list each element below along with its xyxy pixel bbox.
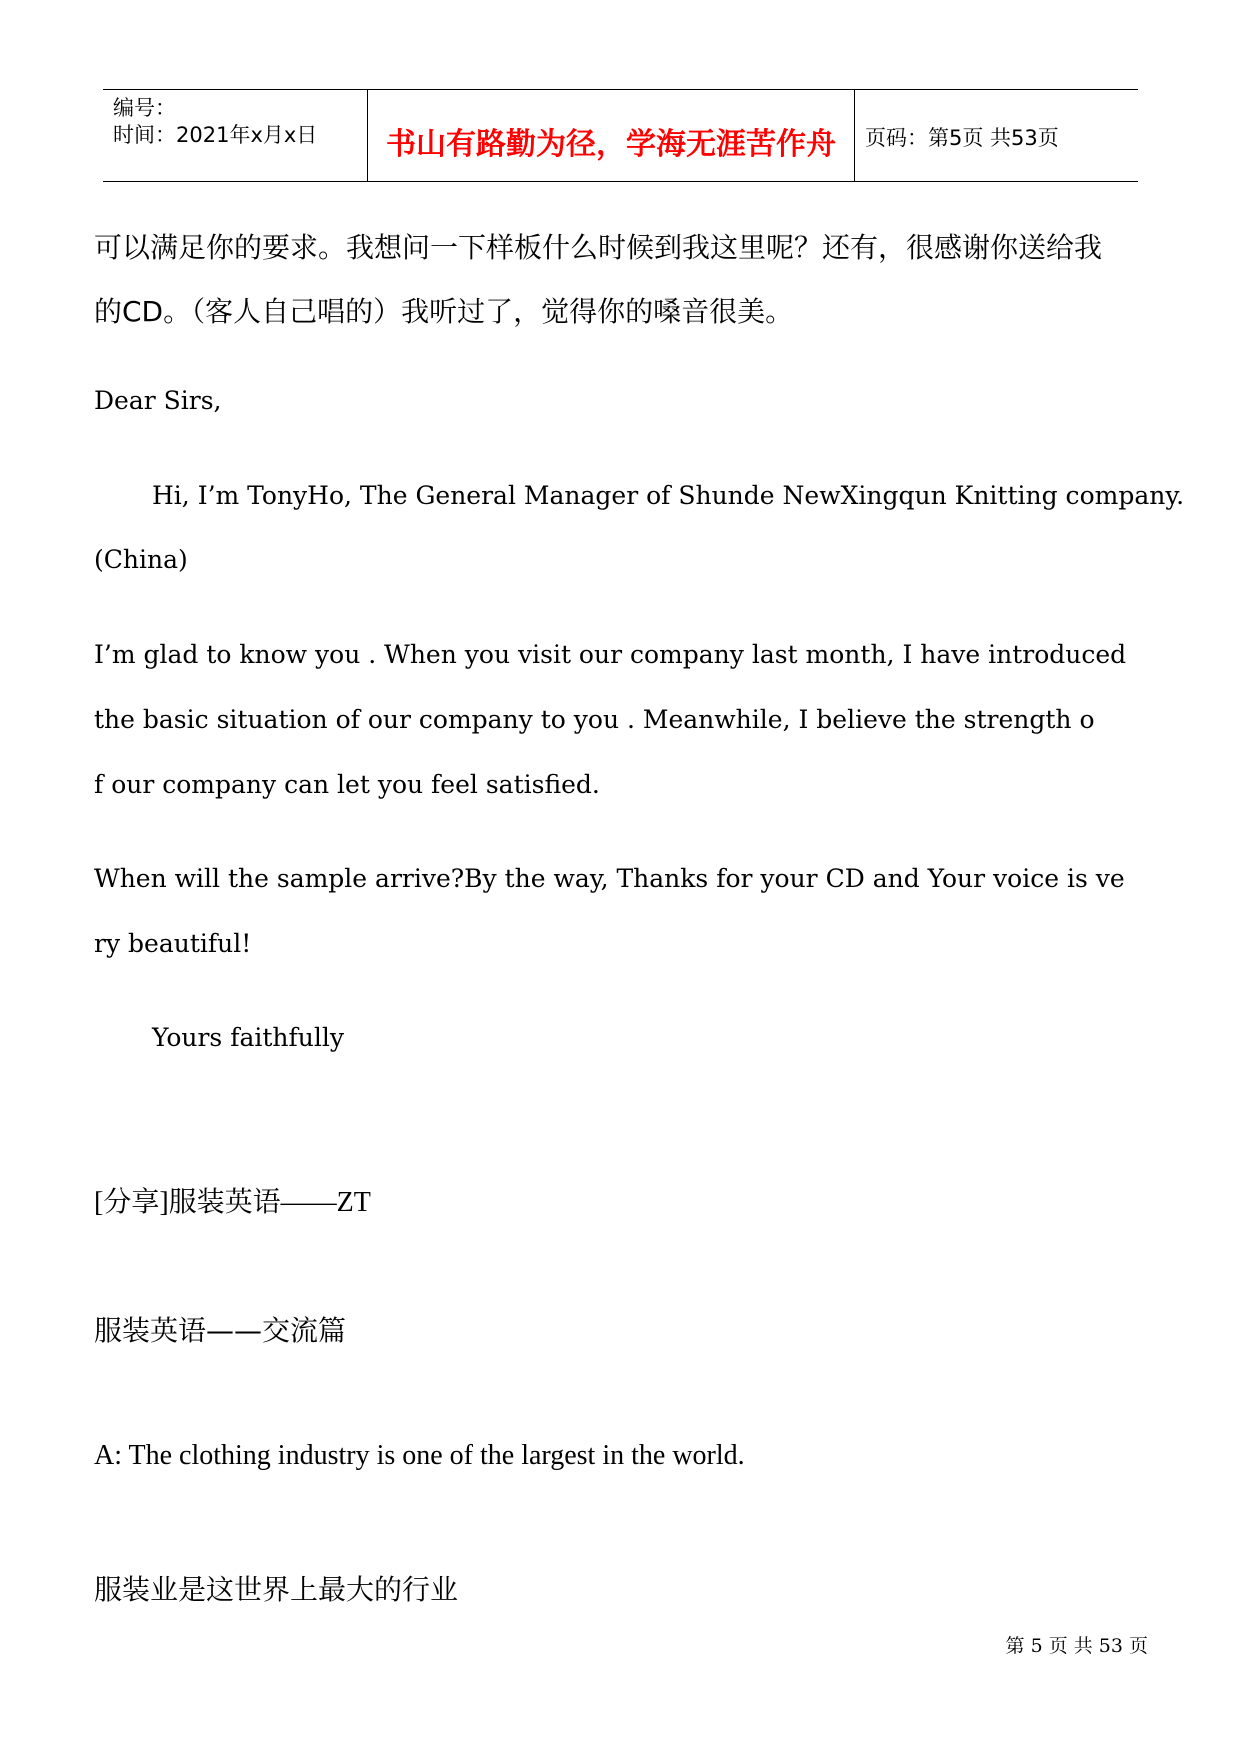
letter-salutation: Dear Sirs,	[94, 386, 222, 415]
letter-intro-line-1: Hi, I’m TonyHo, The General Manager of Shunde NewXingqun Knitting company.	[152, 481, 1185, 510]
header-info-cell	[103, 90, 367, 181]
date-label: 时间：2021年x月x日	[113, 123, 318, 147]
letter-paragraph-2-line-1: I’m glad to know you . When you visit our company last month, I have introduced	[94, 640, 1127, 669]
chinese-paragraph-line-1: 可以满足你的要求。我想问一下样板什么时候到我这里呢？还有，很感谢你送给我	[94, 231, 1103, 264]
header-page-cell	[855, 90, 1138, 181]
letter-paragraph-2-line-2: the basic situation of our company to you . Meanwhile, I believe the strength o	[94, 705, 1095, 734]
serial-number-label: 编号：	[113, 96, 176, 120]
dialog-a-english: A: The clothing industry is one of the largest in the world.	[94, 1440, 745, 1471]
motto-text: 书山有路勤为径，学海无涯苦作舟	[386, 127, 836, 162]
document-header	[103, 89, 1138, 182]
letter-intro-line-2: (China)	[94, 545, 188, 574]
share-title: [分享]服装英语——ZT	[94, 1187, 371, 1218]
header-page-number: 页码：第5页 共53页	[865, 126, 1059, 150]
dialog-a-chinese: 服装业是这世界上最大的行业	[94, 1573, 459, 1606]
footer-page-number: 第 5 页 共 53 页	[1005, 1635, 1148, 1657]
section-title: 服装英语——交流篇	[94, 1314, 347, 1347]
header-motto-cell	[367, 90, 855, 181]
chinese-paragraph-line-2: 的CD。（客人自己唱的）我听过了，觉得你的嗓音很美。	[94, 295, 794, 328]
letter-closing: Yours faithfully	[152, 1023, 344, 1052]
letter-paragraph-3-line-2: ry beautiful!	[94, 929, 252, 958]
letter-paragraph-3-line-1: When will the sample arrive?By the way, Thanks for your CD and Your voice is ve	[94, 864, 1125, 893]
letter-paragraph-2-line-3: f our company can let you feel satisfied.	[94, 770, 600, 799]
